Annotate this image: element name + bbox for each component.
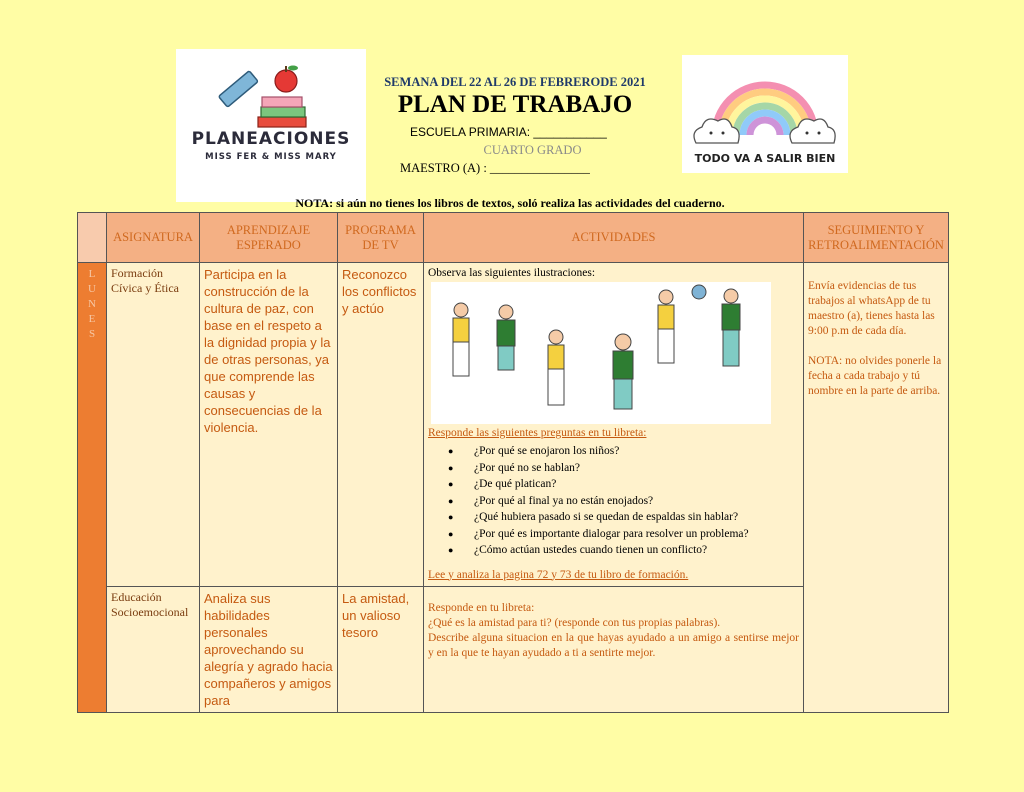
followup-text: Envía evidencias de tus trabajos al whatsApp de tu maestro (a), tienes hasta las 9:00 p.m de cada día.	[808, 280, 935, 337]
activities-cell	[424, 263, 804, 587]
response-instructions: Responde en tu libreta: ¿Qué es la amistad para ti? (responde con tus propias palabras). Describe alguna situacion en la que hayas ayudado a un amigo a sentirse mejor y en la que te hayan ayudado a ti a sentirte mejor.	[428, 601, 799, 659]
table-header-row	[78, 213, 949, 263]
followup-cell	[804, 263, 949, 713]
note-text: NOTA: si aún no tienes los libros de textos, soló realiza las actividades del cuaderno.	[295, 196, 725, 210]
activity-intro: Observa las siguientes ilustraciones:	[428, 267, 596, 279]
rainbow-logo	[682, 55, 848, 173]
list-item: ● ¿Por qué al final ya no están enojados?	[448, 493, 799, 510]
planeaciones-logo	[176, 49, 366, 202]
column-header-learning: APRENDIZAJE ESPERADO	[200, 213, 338, 263]
logo-title: PLANEACIONES	[191, 129, 351, 149]
learning-cell: Analiza sus habilidades personales aprovechando su alegría y agrado hacia compañeros y amigos para	[200, 586, 338, 712]
list-item: ● ¿Qué hubiera pasado si se quedan de espaldas sin hablar?	[448, 509, 799, 526]
learning-cell: Participa en la construcción de la cultura de paz, con base en el respeto a la dignidad propia y la de otras personas, ya que comprende las causas y consecuencias de la violencia.	[200, 263, 338, 587]
conflict-illustration	[431, 282, 771, 424]
column-header-tv: PROGRAMA DE TV	[338, 213, 424, 263]
activities-cell	[424, 586, 804, 712]
list-item: ● ¿Cómo actúan ustedes cuando tienen un conflicto?	[448, 542, 799, 559]
followup-note: NOTA: no olvides ponerle la fecha a cada trabajo y tú nombre en la parte de arriba.	[808, 355, 942, 397]
books-apple-icon	[176, 49, 366, 129]
list-item: ● ¿De qué platican?	[448, 476, 799, 493]
page-title: PLAN DE TRABAJO	[397, 91, 633, 118]
tv-program-cell: La amistad, un valioso tesoro	[338, 586, 424, 712]
reading-instruction: Lee y analiza la pagina 72 y 73 de tu libro de formación.	[428, 568, 689, 581]
questions-list	[448, 443, 799, 559]
subject-cell: Educación Socioemocional	[107, 586, 200, 712]
subject-cell: Formación Cívica y Ética	[107, 263, 200, 587]
grade-label: CUARTO GRADO	[483, 143, 582, 157]
column-header-activities: ACTIVIDADES	[424, 213, 804, 263]
week-range: SEMANA DEL 22 AL 26 DE FEBRERODE 2021	[384, 75, 646, 89]
rainbow-logo-text: TODO VA A SALIR BIEN	[694, 152, 836, 165]
school-field: ESCUELA PRIMARIA: ___________	[410, 125, 607, 139]
logo-subtitle: MISS FER & MISS MARY	[205, 152, 337, 162]
list-item: ● ¿Por qué no se hablan?	[448, 460, 799, 477]
list-item: ● ¿Por qué es importante dialogar para resolver un problema?	[448, 526, 799, 543]
tv-program-cell: Reconozco los conflictos y actúo	[338, 263, 424, 587]
list-item: ● ¿Por qué se enojaron los niños?	[448, 443, 799, 460]
column-header-followup: SEGUIMIENTO Y RETROALIMENTACIÓN	[804, 213, 949, 263]
children-illustration-icon	[431, 282, 771, 424]
plan-table	[77, 212, 949, 713]
column-header-subject: ASIGNATURA	[107, 213, 200, 263]
blank-header-cell	[78, 213, 107, 263]
day-label: L U N E S	[78, 263, 107, 713]
table-row	[78, 263, 949, 587]
questions-heading: Responde las siguientes preguntas en tu libreta:	[428, 427, 647, 439]
rainbow-icon	[682, 55, 848, 151]
teacher-field: MAESTRO (A) : ________________	[400, 161, 590, 175]
